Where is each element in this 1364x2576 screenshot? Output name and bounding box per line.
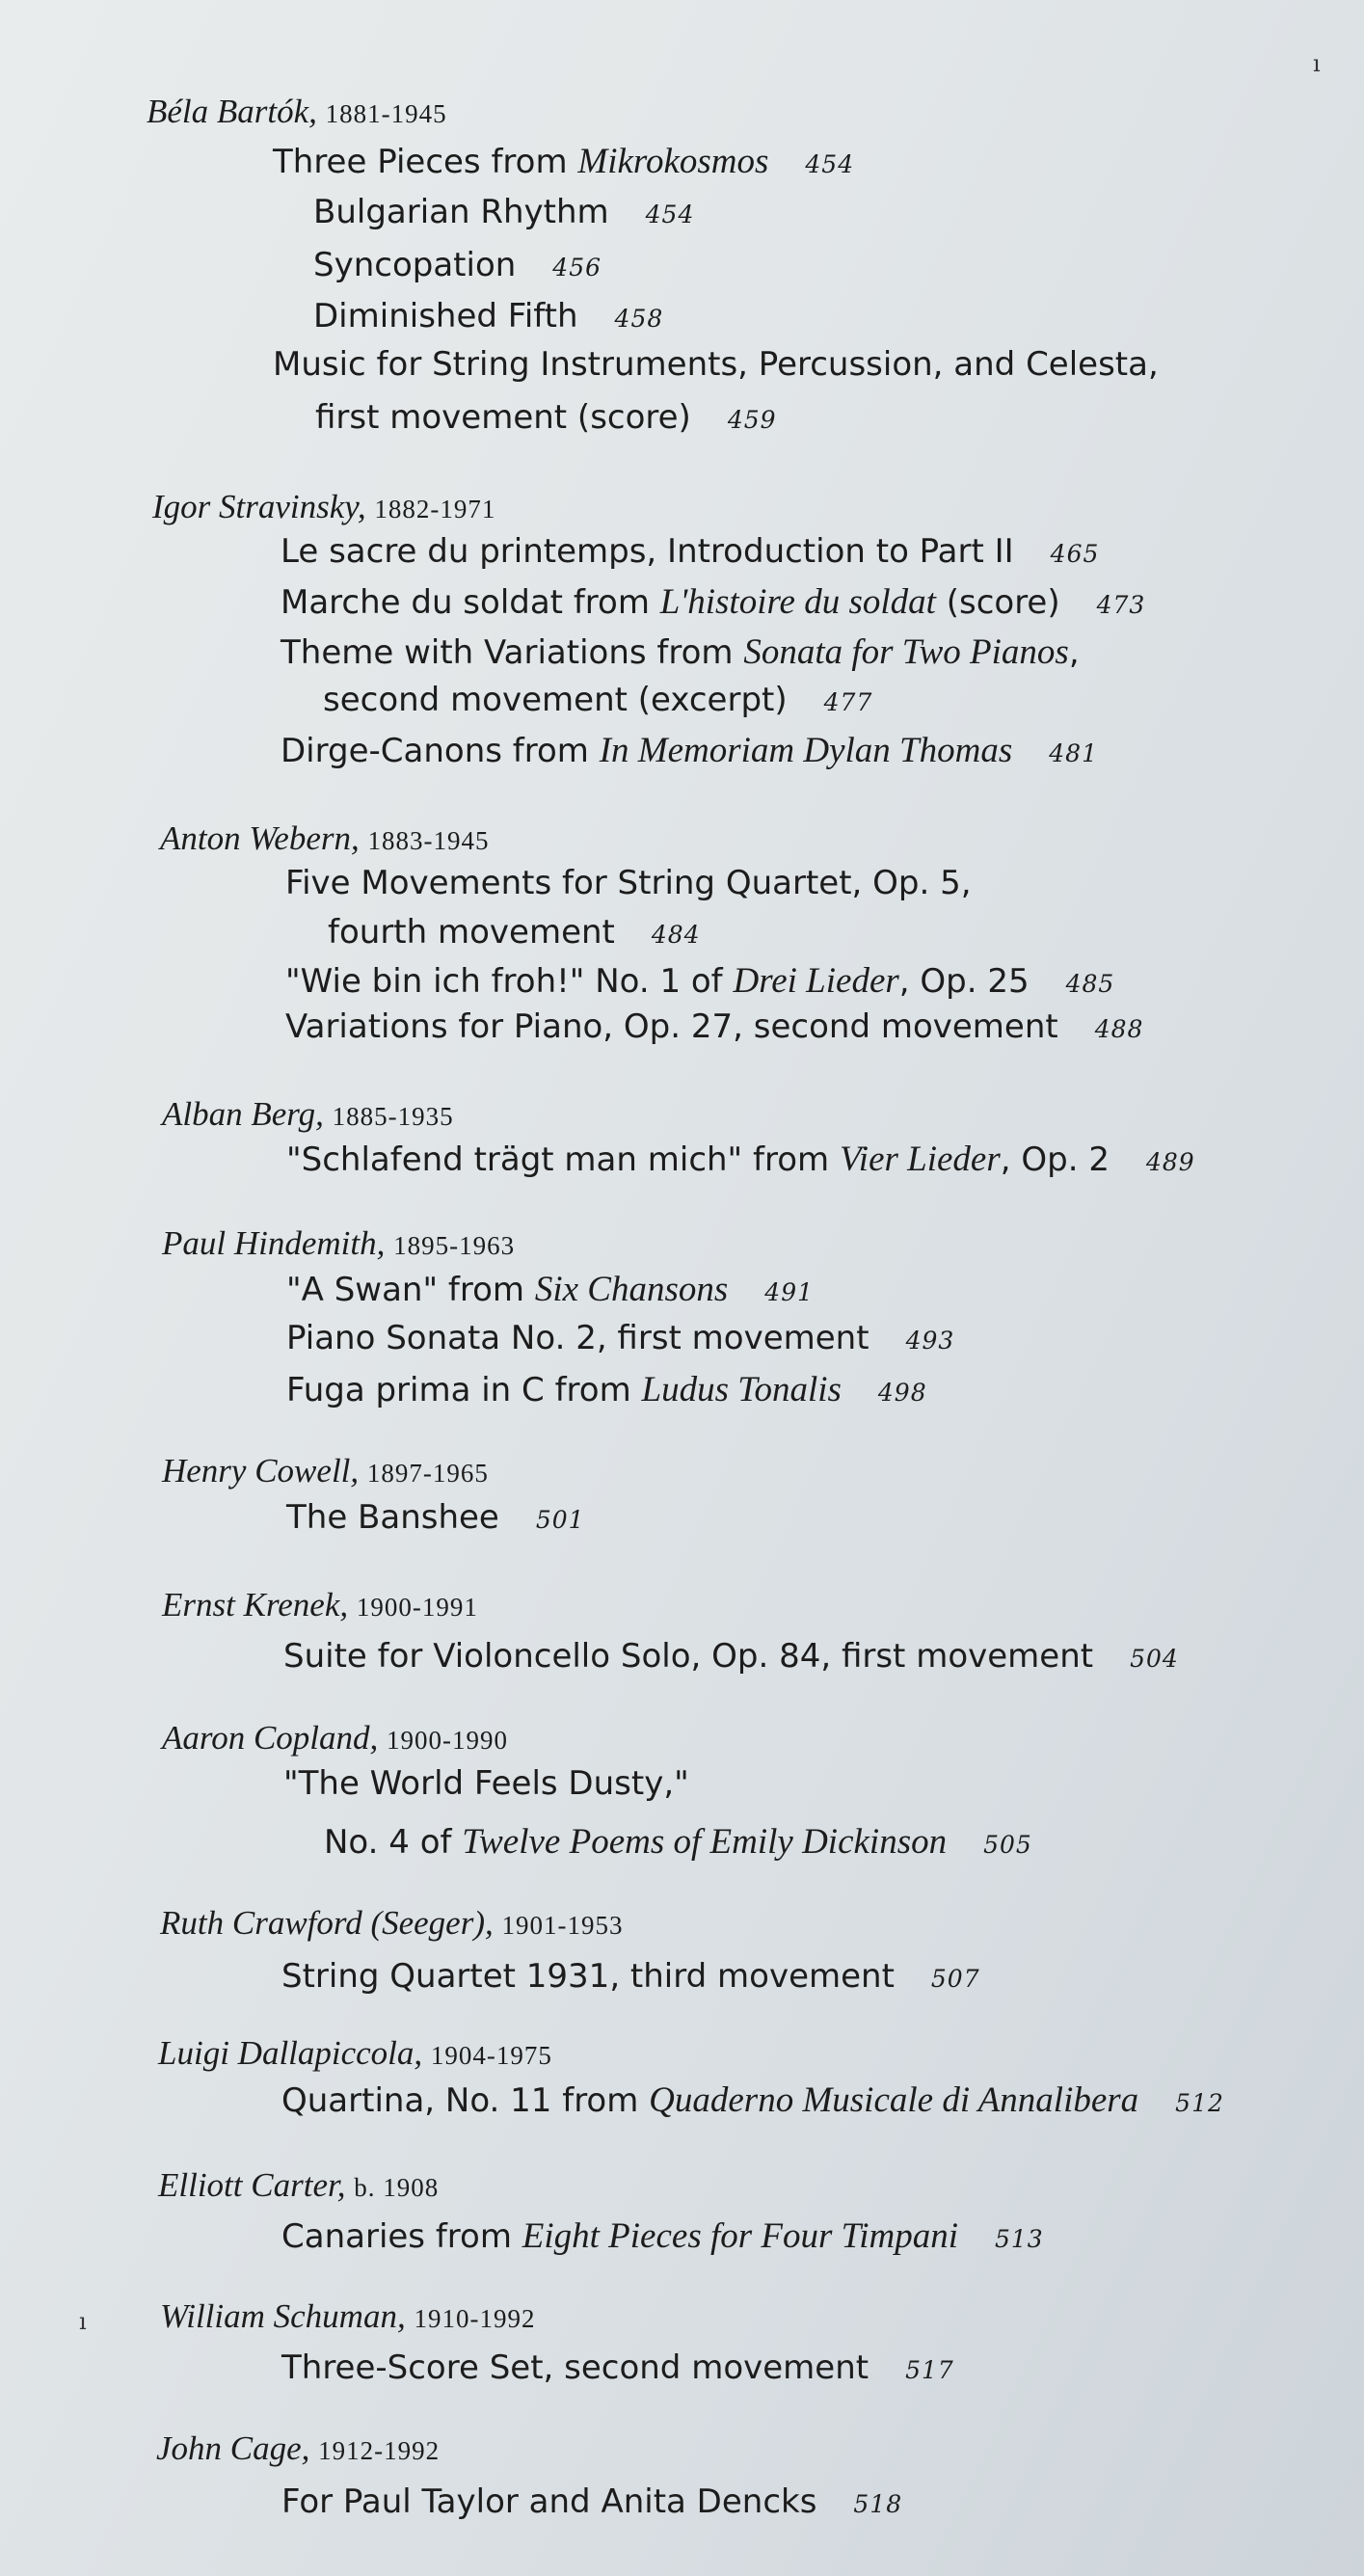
work-line: Fuga prima in C from Ludus Tonalis 498	[286, 1370, 927, 1409]
entry-stravinsky	[152, 488, 495, 526]
work-line: Three Pieces from Mikrokosmos 454	[273, 142, 855, 181]
composer-dates: 1885-1935	[332, 1102, 454, 1131]
work-line: "A Swan" from Six Chansons 491	[286, 1270, 815, 1309]
composer-dates: 1883-1945	[367, 826, 490, 855]
page-number: 505	[983, 1831, 1032, 1859]
page-number: 493	[905, 1327, 955, 1355]
work-line: Marche du soldat from L'histoire du soldat (score) 473	[281, 582, 1146, 622]
composer-name: Alban Berg, 1885-1935	[162, 1095, 454, 1133]
composer-name: John Cage, 1912-1992	[156, 2429, 441, 2467]
work-line: Quartina, No. 11 from Quaderno Musicale di Annalibera 512	[281, 2080, 1224, 2120]
work-line: For Paul Taylor and Anita Dencks 518	[281, 2482, 903, 2521]
composer-name: Paul Hindemith, 1895-1963	[162, 1224, 516, 1262]
page-number: 473	[1096, 591, 1146, 619]
work-line: fourth movement 484	[328, 913, 701, 952]
work-line: Dirge-Canons from In Memoriam Dylan Thomas 481	[281, 731, 1098, 770]
work-line: "The World Feels Dusty,"	[283, 1764, 689, 1803]
composer-name: Anton Webern, 1883-1945	[160, 819, 490, 857]
work-line: Le sacre du printemps, Introduction to Part II 465	[281, 532, 1100, 571]
work-line: The Banshee 501	[286, 1498, 585, 1537]
page-number: 518	[853, 2490, 903, 2518]
work-line: second movement (excerpt) 477	[323, 681, 873, 719]
composer-name: Béla Bartók, 1881-1945	[147, 93, 447, 130]
composer-name: Luigi Dallapiccola, 1904-1975	[158, 2034, 552, 2072]
composer-dates: 1912-1992	[318, 2436, 441, 2465]
page-number: 484	[651, 921, 701, 949]
page-number: 504	[1130, 1645, 1179, 1673]
page-number: 498	[877, 1379, 927, 1407]
entry-hindemith	[162, 1224, 515, 1263]
work-line: Five Movements for String Quartet, Op. 5,	[285, 864, 972, 902]
work-line: Theme with Variations from Sonata for Two Pianos,	[281, 632, 1080, 672]
work-line: Syncopation 456	[313, 246, 602, 284]
page-number: 489	[1145, 1148, 1195, 1176]
margin-mark: ı	[79, 2308, 87, 2335]
work-line: "Wie bin ich froh!" No. 1 of Drei Lieder, Op. 25 485	[285, 961, 1115, 1001]
page-number: 454	[645, 201, 695, 228]
entry-schuman	[160, 2297, 535, 2336]
work-line: Three-Score Set, second movement 517	[281, 2348, 954, 2387]
work-line: "Schlafend trägt man mich" from Vier Lieder, Op. 2 489	[286, 1140, 1195, 1179]
page-number: 454	[805, 150, 855, 178]
composer-name: Elliott Carter, b. 1908	[158, 2166, 440, 2204]
composer-dates: 1900-1990	[387, 1726, 509, 1755]
work-line: Suite for Violoncello Solo, Op. 84, first movement 504	[283, 1637, 1179, 1676]
margin-mark: ı	[1313, 50, 1321, 77]
composer-name: Henry Cowell, 1897-1965	[162, 1452, 489, 1489]
page-number: 456	[552, 254, 602, 282]
composer-dates: 1904-1975	[430, 2041, 552, 2070]
composer-dates: 1882-1971	[374, 495, 496, 523]
page-number: 507	[930, 1965, 980, 1993]
composer-dates: 1895-1963	[393, 1231, 516, 1260]
composer-dates: 1881-1945	[325, 99, 447, 128]
page-number: 458	[614, 305, 664, 333]
entry-crawford	[160, 1904, 624, 1943]
entry-cage	[156, 2429, 440, 2468]
composer-name: Ernst Krenek, 1900-1991	[162, 1586, 478, 1623]
entry-webern	[160, 819, 490, 858]
entry-copland	[162, 1719, 508, 1758]
composer-name: Aaron Copland, 1900-1990	[162, 1719, 509, 1757]
page-number: 477	[823, 688, 873, 716]
composer-dates: 1901-1953	[501, 1911, 624, 1940]
entry-carter	[158, 2166, 439, 2205]
work-line: No. 4 of Twelve Poems of Emily Dickinson 505	[324, 1822, 1032, 1862]
composer-name: William Schuman, 1910-1992	[160, 2297, 536, 2335]
work-line: Diminished Fifth 458	[313, 297, 664, 335]
entry-dallapiccola	[158, 2034, 552, 2073]
work-line: first movement (score) 459	[315, 398, 777, 437]
page-number: 485	[1065, 970, 1115, 998]
work-line: Variations for Piano, Op. 27, second movement 488	[285, 1007, 1144, 1046]
page-number: 517	[905, 2356, 954, 2384]
work-line: Music for String Instruments, Percussion, and Celesta,	[273, 345, 1159, 384]
page-number: 481	[1049, 739, 1098, 767]
composer-dates: 1910-1992	[414, 2304, 536, 2333]
work-line: Bulgarian Rhythm 454	[313, 193, 695, 231]
work-line: String Quartet 1931, third movement 507	[281, 1957, 980, 1996]
entry-cowell	[162, 1452, 489, 1490]
page-number: 512	[1175, 2089, 1224, 2117]
page-number: 491	[764, 1278, 815, 1306]
composer-dates: b. 1908	[354, 2173, 440, 2202]
page-number: 501	[535, 1506, 585, 1534]
entry-krenek	[162, 1586, 478, 1624]
composer-dates: 1900-1991	[356, 1593, 478, 1622]
composer-name: Igor Stravinsky, 1882-1971	[152, 488, 496, 525]
entry-berg	[162, 1095, 454, 1134]
composer-dates: 1897-1965	[366, 1459, 489, 1488]
page-number: 465	[1050, 540, 1100, 568]
page-number: 513	[994, 2225, 1044, 2253]
page-number: 459	[727, 406, 777, 434]
work-line: Canaries from Eight Pieces for Four Timpani 513	[281, 2216, 1044, 2256]
page-number: 488	[1094, 1015, 1144, 1043]
work-line: Piano Sonata No. 2, first movement 493	[286, 1319, 955, 1357]
composer-name: Ruth Crawford (Seeger), 1901-1953	[160, 1904, 624, 1942]
entry-bartok	[147, 93, 447, 131]
